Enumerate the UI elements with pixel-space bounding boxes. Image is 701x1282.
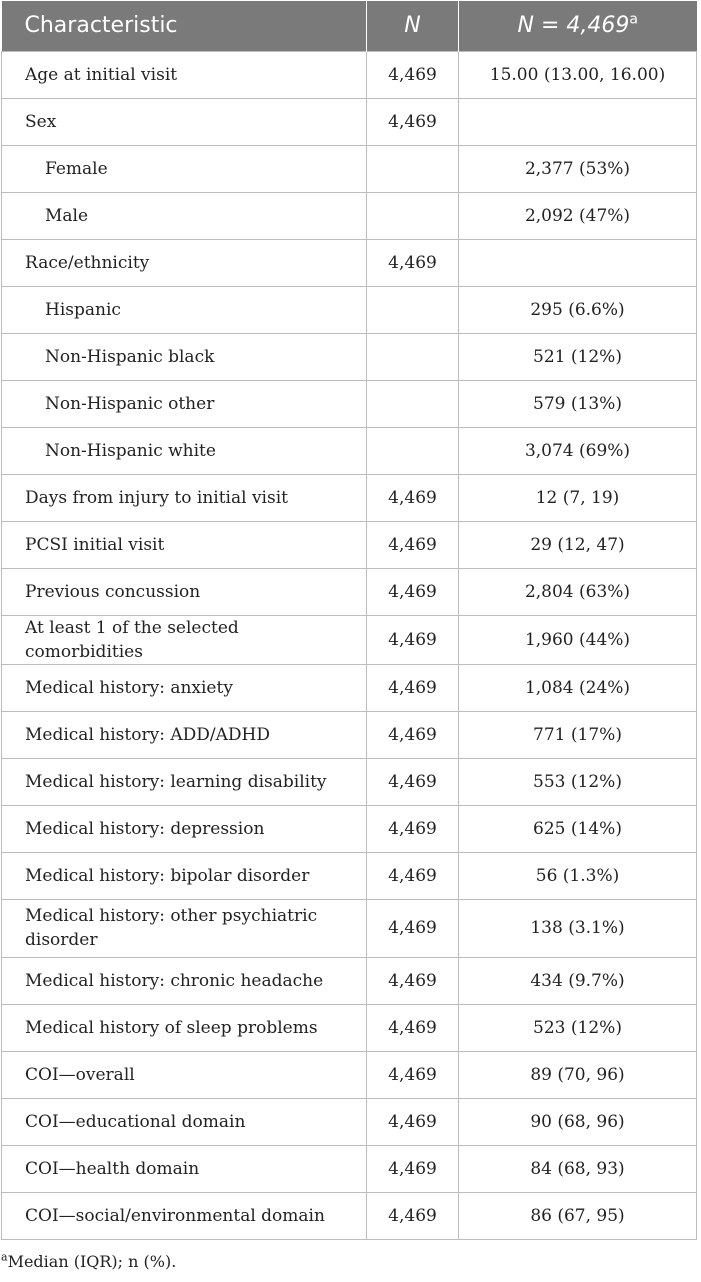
row-value: 12 (7, 19) xyxy=(459,474,697,521)
table-row xyxy=(2,474,697,521)
header-row xyxy=(2,1,697,51)
row-n: 4,469 xyxy=(367,1051,459,1098)
row-label: Days from injury to initial visit xyxy=(2,474,367,521)
table-footnote xyxy=(1,1252,176,1271)
row-label: Female xyxy=(2,145,367,192)
row-value: 84 (68, 93) xyxy=(459,1145,697,1192)
table-row xyxy=(2,239,697,286)
row-value: 29 (12, 47) xyxy=(459,521,697,568)
table-row xyxy=(2,192,697,239)
table-row xyxy=(2,380,697,427)
row-n: 4,469 xyxy=(367,568,459,615)
table-header xyxy=(2,1,697,51)
table-row xyxy=(2,758,697,805)
row-value: 2,092 (47%) xyxy=(459,192,697,239)
row-label: Medical history of sleep problems xyxy=(2,1004,367,1051)
row-n: 4,469 xyxy=(367,852,459,899)
row-value: 138 (3.1%) xyxy=(459,899,697,957)
row-label: Race/ethnicity xyxy=(2,239,367,286)
table-row xyxy=(2,1051,697,1098)
row-label: Medical history: other psychiatric disorder xyxy=(2,899,367,957)
row-value: 523 (12%) xyxy=(459,1004,697,1051)
table-row xyxy=(2,957,697,1004)
row-label: PCSI initial visit xyxy=(2,521,367,568)
row-n: 4,469 xyxy=(367,1004,459,1051)
footnote-text: Median (IQR); n (%). xyxy=(7,1252,177,1271)
row-label: Medical history: chronic headache xyxy=(2,957,367,1004)
table-row xyxy=(2,899,697,957)
row-value: 579 (13%) xyxy=(459,380,697,427)
row-value: 2,377 (53%) xyxy=(459,145,697,192)
row-n: 4,469 xyxy=(367,805,459,852)
table-row xyxy=(2,427,697,474)
table-row xyxy=(2,145,697,192)
table-row xyxy=(2,805,697,852)
row-label: Age at initial visit xyxy=(2,51,367,98)
row-n xyxy=(367,192,459,239)
row-label: COI—health domain xyxy=(2,1145,367,1192)
row-value: 89 (70, 96) xyxy=(459,1051,697,1098)
table-row xyxy=(2,711,697,758)
row-label: Hispanic xyxy=(2,286,367,333)
row-value: 521 (12%) xyxy=(459,333,697,380)
row-n xyxy=(367,333,459,380)
row-n xyxy=(367,145,459,192)
row-value: 3,074 (69%) xyxy=(459,427,697,474)
row-label: COI—educational domain xyxy=(2,1098,367,1145)
footnote-marker: a xyxy=(1,1250,8,1264)
row-label: Medical history: depression xyxy=(2,805,367,852)
row-label: Medical history: anxiety xyxy=(2,664,367,711)
row-label: Medical history: learning disability xyxy=(2,758,367,805)
row-label: Non-Hispanic white xyxy=(2,427,367,474)
table-row xyxy=(2,286,697,333)
row-n: 4,469 xyxy=(367,521,459,568)
row-value: 553 (12%) xyxy=(459,758,697,805)
row-value: 90 (68, 96) xyxy=(459,1098,697,1145)
row-value: 2,804 (63%) xyxy=(459,568,697,615)
row-n: 4,469 xyxy=(367,51,459,98)
table-row xyxy=(2,521,697,568)
row-n: 4,469 xyxy=(367,239,459,286)
row-n: 4,469 xyxy=(367,1192,459,1239)
row-value: 1,084 (24%) xyxy=(459,664,697,711)
table-row xyxy=(2,333,697,380)
header-footnote-marker: a xyxy=(629,11,638,28)
row-value: 434 (9.7%) xyxy=(459,957,697,1004)
row-n xyxy=(367,286,459,333)
row-label: Medical history: bipolar disorder xyxy=(2,852,367,899)
row-label: Sex xyxy=(2,98,367,145)
row-n: 4,469 xyxy=(367,664,459,711)
row-n: 4,469 xyxy=(367,711,459,758)
row-label: Non-Hispanic other xyxy=(2,380,367,427)
table-row xyxy=(2,852,697,899)
row-n: 4,469 xyxy=(367,758,459,805)
table-row xyxy=(2,51,697,98)
row-value: 1,960 (44%) xyxy=(459,615,697,664)
row-label: Previous concussion xyxy=(2,568,367,615)
row-n: 4,469 xyxy=(367,615,459,664)
table-row xyxy=(2,1098,697,1145)
row-label: COI—social/environmental domain xyxy=(2,1192,367,1239)
row-n: 4,469 xyxy=(367,98,459,145)
row-value: 86 (67, 95) xyxy=(459,1192,697,1239)
row-label: COI—overall xyxy=(2,1051,367,1098)
row-n: 4,469 xyxy=(367,1098,459,1145)
row-n: 4,469 xyxy=(367,474,459,521)
header-total-label: N = 4,469 xyxy=(517,13,630,39)
row-value: 295 (6.6%) xyxy=(459,286,697,333)
row-value: 15.00 (13.00, 16.00) xyxy=(459,51,697,98)
row-n: 4,469 xyxy=(367,957,459,1004)
row-label: Medical history: ADD/ADHD xyxy=(2,711,367,758)
row-value: 771 (17%) xyxy=(459,711,697,758)
header-characteristic: Characteristic xyxy=(24,13,178,39)
characteristics-table-container xyxy=(1,1,696,1240)
table-row xyxy=(2,98,697,145)
table-row xyxy=(2,1004,697,1051)
row-label: Male xyxy=(2,192,367,239)
row-n xyxy=(367,380,459,427)
row-value: 56 (1.3%) xyxy=(459,852,697,899)
characteristics-table xyxy=(1,1,697,1240)
row-value: 625 (14%) xyxy=(459,805,697,852)
row-value xyxy=(459,239,697,286)
row-n xyxy=(367,427,459,474)
table-row xyxy=(2,568,697,615)
row-n: 4,469 xyxy=(367,1145,459,1192)
row-label: Non-Hispanic black xyxy=(2,333,367,380)
table-row xyxy=(2,1145,697,1192)
row-n: 4,469 xyxy=(367,899,459,957)
header-total xyxy=(459,1,697,51)
row-value xyxy=(459,98,697,145)
table-body xyxy=(2,51,697,1239)
table-row xyxy=(2,615,697,664)
table-row xyxy=(2,1192,697,1239)
table-row xyxy=(2,664,697,711)
header-n: N xyxy=(367,1,459,51)
row-label: At least 1 of the selected comorbidities xyxy=(2,615,367,664)
